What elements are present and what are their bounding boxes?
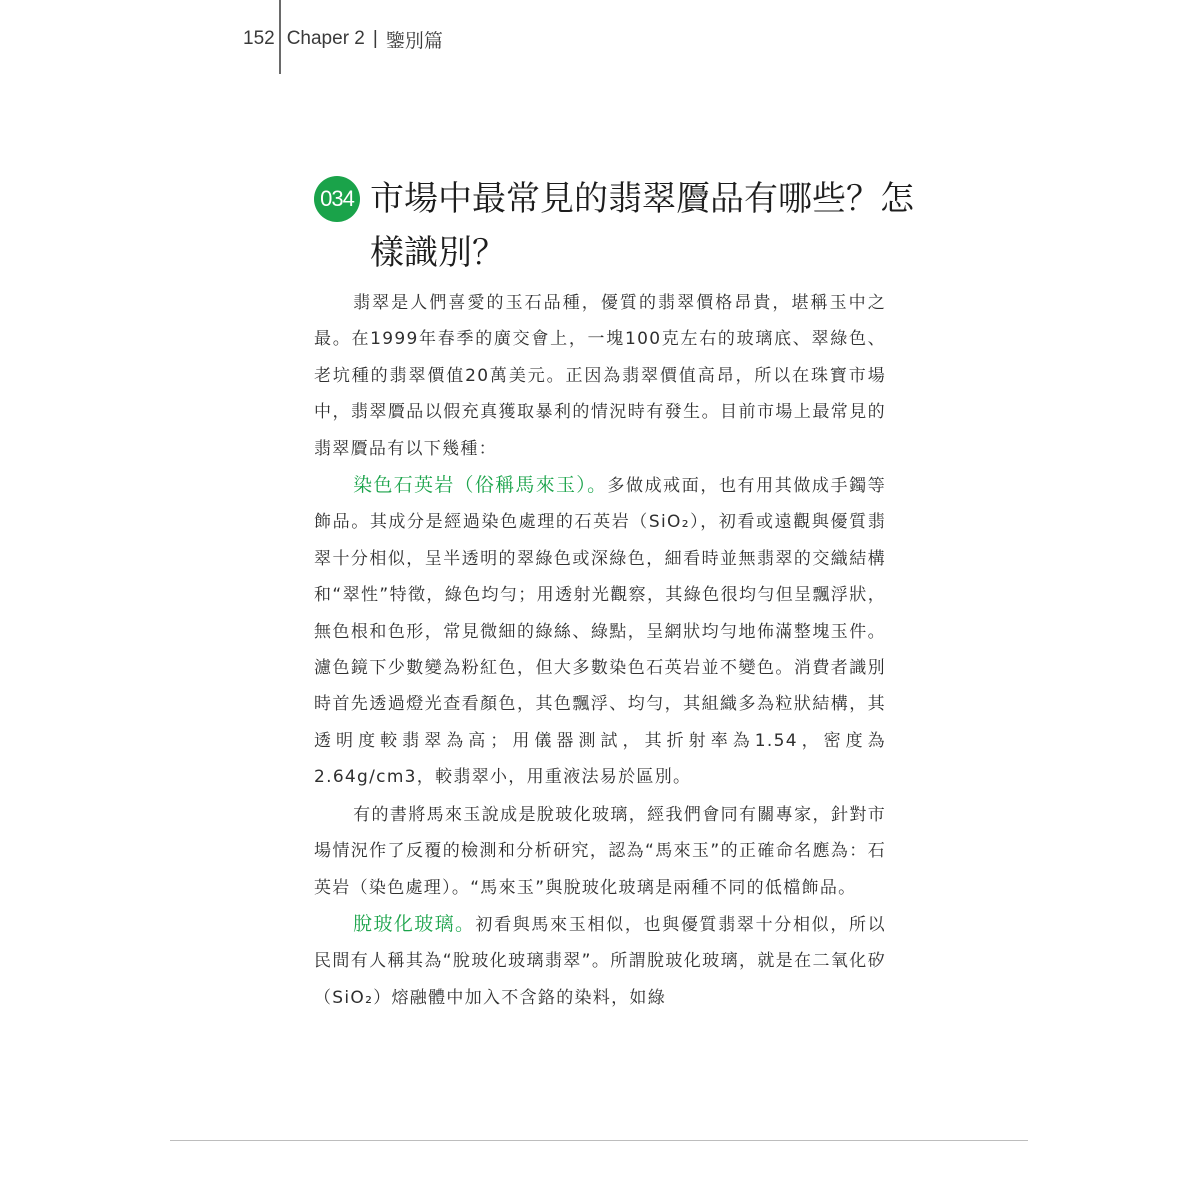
paragraph-text: 初看與馬來玉相似，也與優質翡翠十分相似，所以民間有人稱其為“脫玻化玻璃翡翠”。所謂脫玻化玻璃，就是在二氧化矽（SiO₂）熔融體中加入不含鉻的染料，如綠 <box>314 914 886 1008</box>
header-divider <box>279 0 281 74</box>
paragraph-text: 多做成戒面，也有用其做成手鐲等飾品。其成分是經過染色處理的石英岩（SiO₂），初看或遠觀與優質翡翠十分相似，呈半透明的翠綠色或深綠色，細看時並無翡翠的交織結構和“翠性”特徵，綠色均勻；用透射光觀察，其綠色很均勻但呈飄浮狀，無色根和色形，常見微細的綠絲、綠點，呈網狀均勻地佈滿整塊玉件。濾色鏡下少數變為粉紅色，但大多數染色石英岩並不變色。消費者識別時首先透過燈光查看顏色，其色飄浮、均勻，其組織多為粒狀結構，其透明度較翡翠為高；用儀器測試，其折射率為1.54，密度為2.64g/cm3，較翡翠小，用重液法易於區別。 <box>314 476 886 788</box>
header-separator: | <box>372 28 378 49</box>
footer-rule <box>170 1140 1028 1141</box>
question-number-badge: 034 <box>314 176 360 222</box>
running-header <box>243 26 443 52</box>
paragraph-intro <box>314 284 886 467</box>
article-title: 市場中最常見的翡翠贗品有哪些？怎樣識別？ <box>370 179 914 273</box>
paragraph-text: 有的書將馬來玉說成是脫玻化玻璃，經我們會同有關專家，針對市場情況作了反覆的檢測和分析研究，認為“馬來玉”的正確命名應為：石英岩（染色處理）。“馬來玉”與脫玻化玻璃是兩種不同的低檔飾品。 <box>314 804 886 898</box>
paragraph-malay-jade-note <box>314 796 886 906</box>
chapter-label: Chaper 2 <box>286 28 365 49</box>
page-number: 152 <box>243 28 275 49</box>
paragraph-lead: 脫玻化玻璃。 <box>353 912 476 935</box>
article-body <box>314 284 886 1016</box>
paragraph-text: 翡翠是人們喜愛的玉石品種，優質的翡翠價格昂貴，堪稱玉中之最。在1999年春季的廣交會上，一塊100克左右的玻璃底、翠綠色、老坑種的翡翠價值20萬美元。正因為翡翠價值高昂，所以在珠寶市場中，翡翠贗品以假充真獲取暴利的情況時有發生。目前市場上最常見的翡翠贗品有以下幾種： <box>314 293 886 459</box>
paragraph-dyed-quartzite <box>314 467 886 796</box>
paragraph-lead: 染色石英岩（俗稱馬來玉）。 <box>353 474 608 497</box>
section-label: 鑒別篇 <box>385 30 443 52</box>
paragraph-devitrified-glass <box>314 906 886 1016</box>
